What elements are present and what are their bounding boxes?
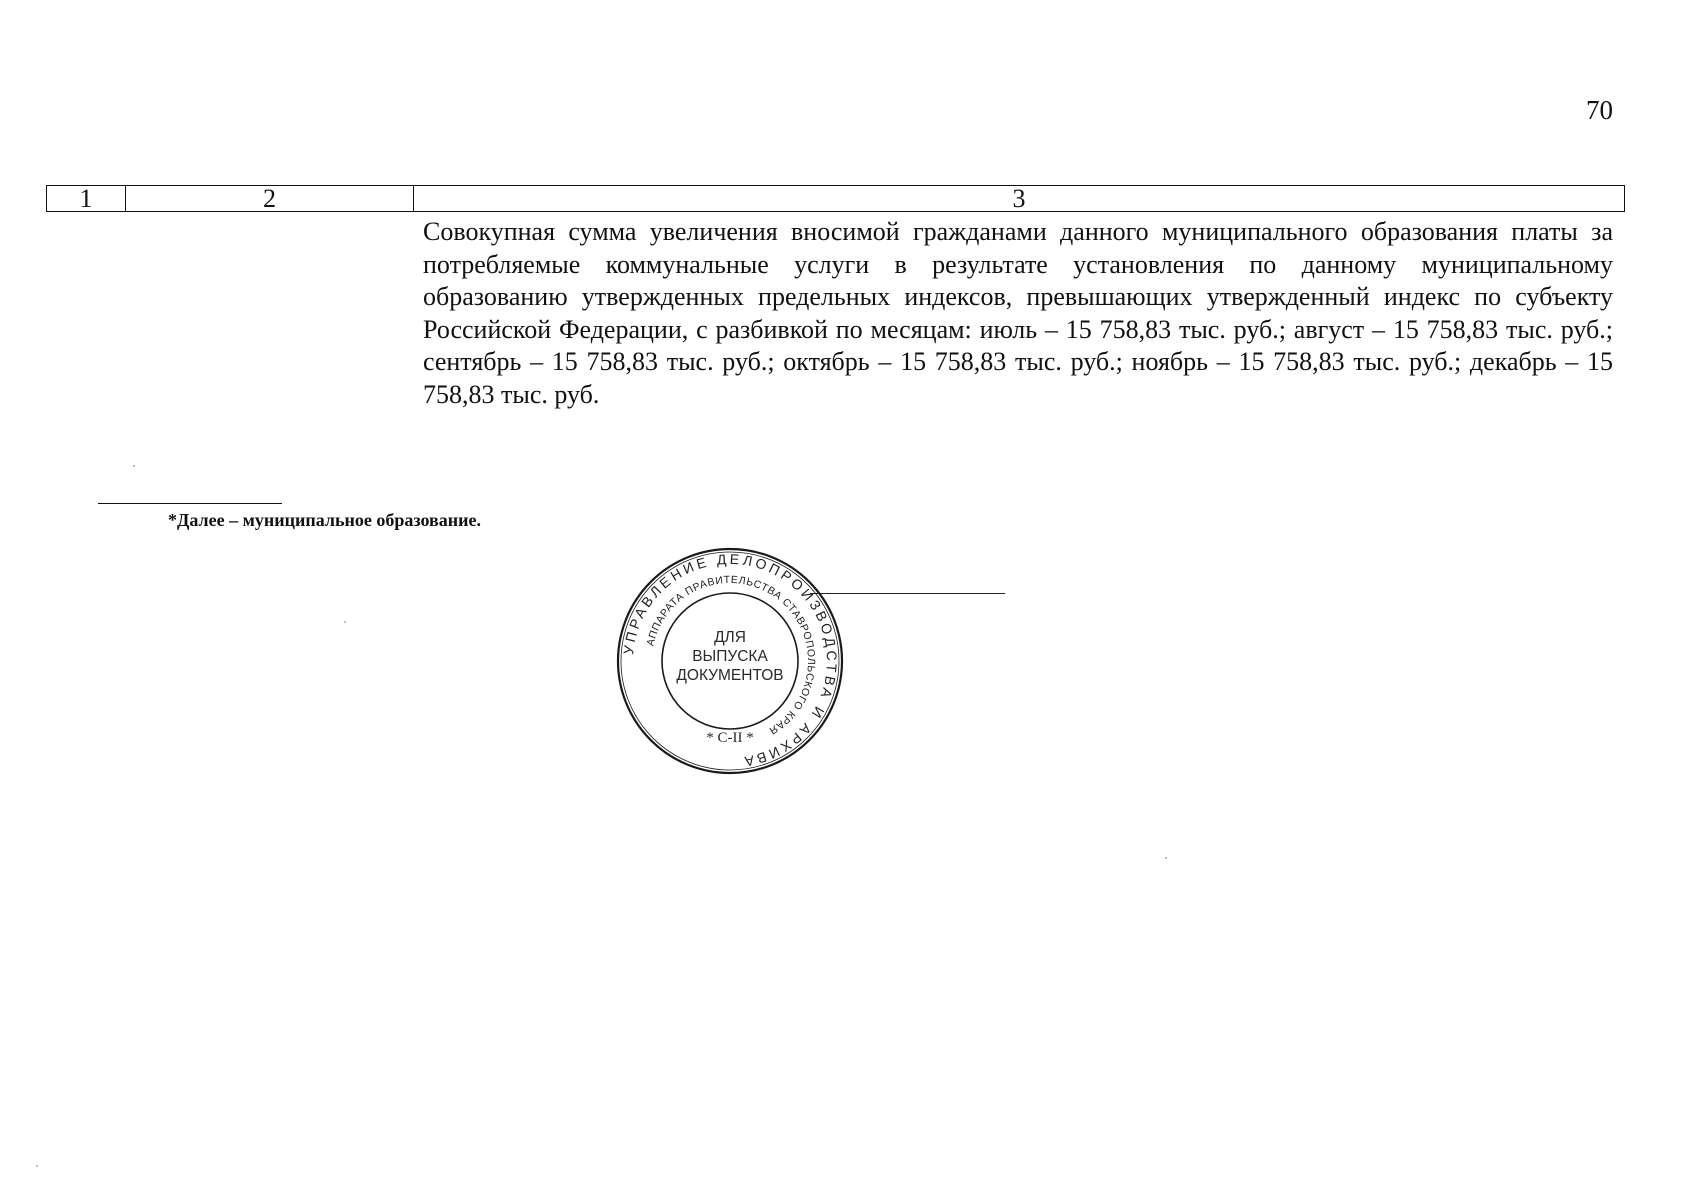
- stamp-center-line-3: ДОКУМЕНТОВ: [676, 667, 784, 684]
- table-header-cell-3: 3: [1012, 184, 1026, 213]
- page-number: 70: [1586, 95, 1613, 125]
- footnote-separator: [98, 503, 282, 504]
- scan-speck: [344, 621, 346, 623]
- table-header-cell-1: 1: [47, 186, 126, 211]
- scan-speck: [1165, 857, 1167, 859]
- official-stamp: [615, 546, 845, 776]
- stamp-code: * С-II *: [706, 730, 754, 746]
- table-header-row: [46, 185, 1625, 212]
- table-header-cell-2: 2: [126, 186, 414, 211]
- footnote: *Далее – муниципальное образование.: [168, 510, 482, 530]
- scan-speck: [36, 1165, 38, 1167]
- content-paragraph: Совокупная сумма увеличения вносимой гражданами данного муниципального образования платы за потребляемые коммунальные услуги в результате установления по данному муниципальному образованию утвержденных предельных индексов, превышающих утвержденный индекс по субъекту Российской Федерации, с разбивкой по месяцам: июль – 15 758,83 тыс. руб.; август – 15 758,83 тыс. руб.; сентябрь – 15 758,83 тыс. руб.; октябрь – 15 758,83 тыс. руб.; ноябрь – 15 758,83 тыс. руб.; декабрь – 15 758,83 тыс. руб.: [423, 217, 1613, 409]
- stamp-inner-text: АППАРАТА ПРАВИТЕЛЬСТВА СТАВРОПОЛЬСКОГО КРАЯ: [644, 573, 818, 737]
- stamp-center-line-1: ДЛЯ: [714, 629, 746, 646]
- scan-speck: [133, 465, 135, 467]
- stamp-center-text: [655, 628, 805, 685]
- stamp-outer-text: УПРАВЛЕНИЕ ДЕЛОПРОИЗВОДСТВА И АРХИВА: [620, 550, 841, 771]
- stamp-center-line-2: ВЫПУСКА: [692, 648, 768, 665]
